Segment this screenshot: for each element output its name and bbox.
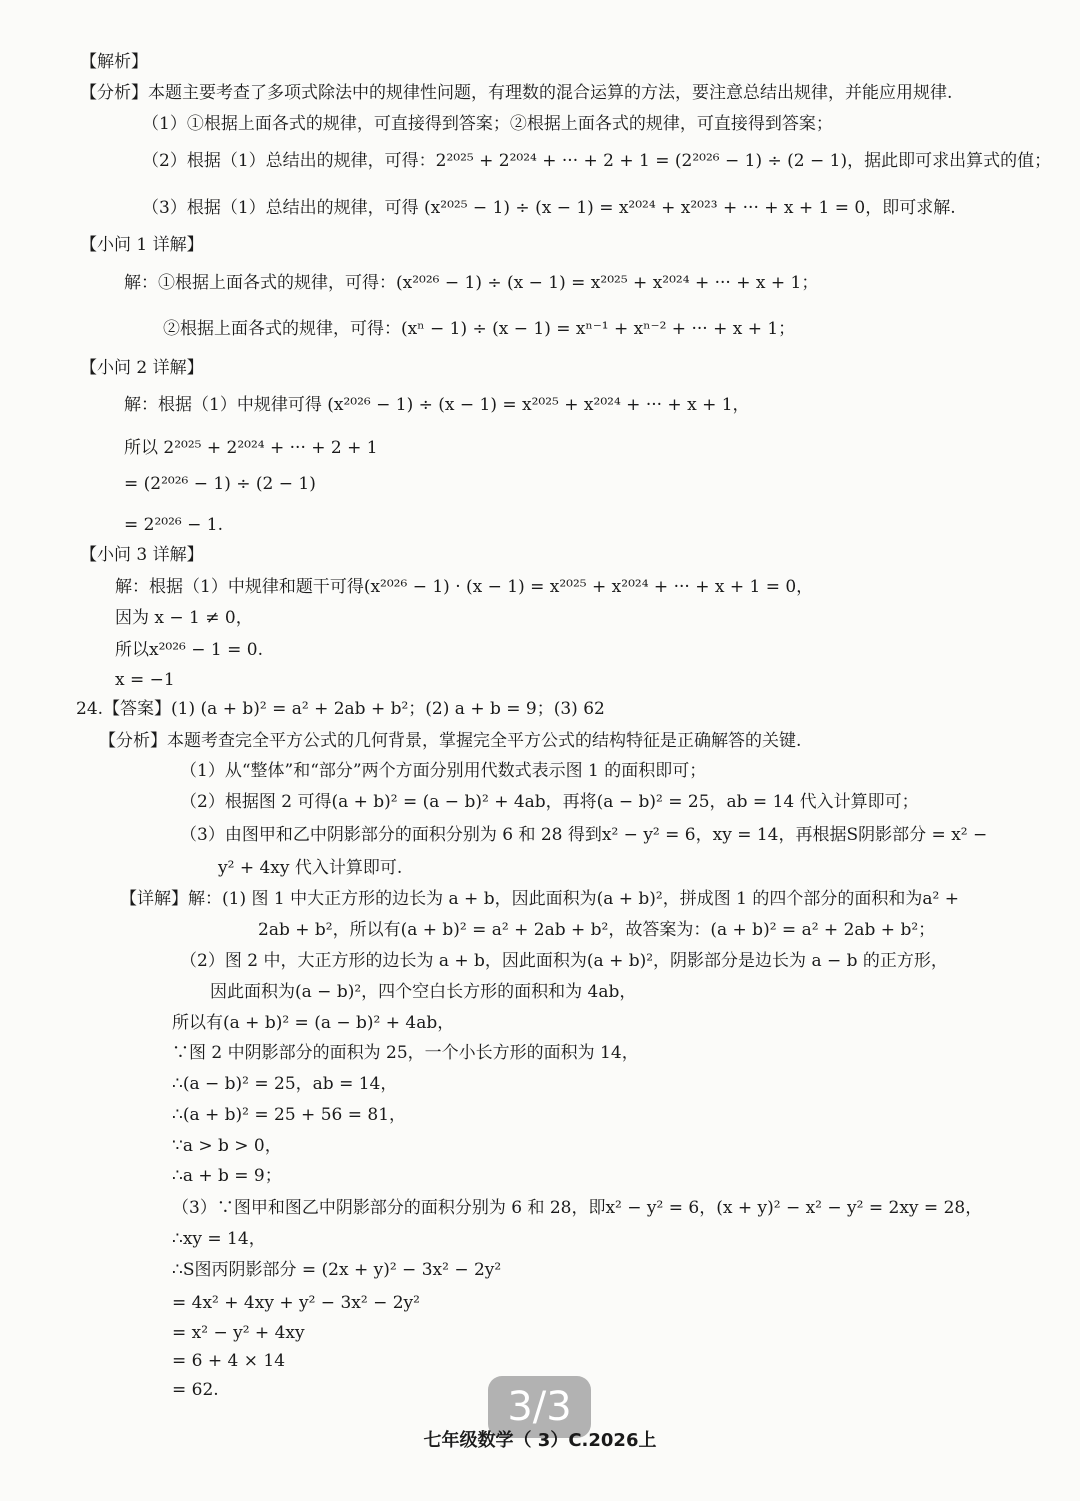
q24-analysis-step-3b: y² + 4xy 代入计算即可. [218,858,403,878]
subquestion-3-line-4: x = −1 [115,670,175,690]
q24-detail-3f: = 6 + 4 × 14 [172,1351,286,1371]
subquestion-2-line-3: = (2²⁰²⁶ − 1) ÷ (2 − 1) [124,474,316,494]
q24-analysis: 【分析】本题考查完全平方公式的几何背景，掌握完全平方公式的结构特征是正确解答的关键. [99,731,802,751]
analysis-step-2: （2）根据（1）总结出的规律，可得：2²⁰²⁵ + 2²⁰²⁴ + ··· + 2 + 1 = (2²⁰²⁶ − 1) ÷ (2 − 1)，据此即可求出算式的值； [142,151,1052,171]
q24-detail-2a: （2）图 2 中，大正方形的边长为 a + b，因此面积为(a + b)²，阴影部分是边长为 a − b 的正方形， [180,951,948,971]
q24-detail-3b: ∴xy = 14， [172,1229,266,1249]
q24-analysis-step-1: （1）从“整体”和“部分”两个方面分别用代数式表示图 1 的面积即可； [180,761,707,781]
subquestion-1-line-2: ②根据上面各式的规律，可得：(xⁿ − 1) ÷ (x − 1) = xⁿ⁻¹ + xⁿ⁻² + ··· + x + 1； [163,319,796,339]
q24-detail-2d: ∵图 2 中阴影部分的面积为 25，一个小长方形的面积为 14， [172,1043,639,1063]
q24-detail-3g: = 62. [172,1380,219,1400]
subquestion-2-line-2: 所以 2²⁰²⁵ + 2²⁰²⁴ + ··· + 2 + 1 [124,438,378,458]
q24-detail-2h: ∴a + b = 9； [172,1166,282,1186]
q24-detail-3e: = x² − y² + 4xy [172,1323,305,1343]
q24-analysis-step-3a: （3）由图甲和乙中阴影部分的面积分别为 6 和 28 得到x² − y² = 6，xy = 14，再根据S阴影部分 = x² − [180,825,988,845]
q24-detail-2c: 所以有(a + b)² = (a − b)² + 4ab， [172,1013,455,1033]
subquestion-2-line-4: = 2²⁰²⁶ − 1. [124,515,223,535]
q24-detail-3d: = 4x² + 4xy + y² − 3x² − 2y² [172,1293,420,1313]
q24-analysis-step-2: （2）根据图 2 可得(a + b)² = (a − b)² + 4ab，再将(a − b)² = 25，ab = 14 代入计算即可； [180,792,919,812]
q24-detail-3c: ∴S图丙阴影部分 = (2x + y)² − 3x² − 2y² [172,1260,502,1280]
section-heading-analysis: 【解析】 [80,52,148,72]
q24-detail-2g: ∵a > b > 0， [172,1136,282,1156]
subquestion-3-line-2: 因为 x − 1 ≠ 0， [115,608,253,628]
subquestion-3-line-3: 所以x²⁰²⁶ − 1 = 0. [115,640,263,660]
subquestion-2-heading: 【小问 2 详解】 [80,358,204,378]
page-footer: 七年级数学（ 3）C.2026上 [423,1430,657,1451]
q24-detail-1a: 【详解】解：(1) 图 1 中大正方形的边长为 a + b，因此面积为(a + b)²，拼成图 1 的四个部分的面积和为a² + [120,889,959,909]
q24-detail-2f: ∴(a + b)² = 25 + 56 = 81， [172,1105,407,1125]
q24-detail-1b: 2ab + b²，所以有(a + b)² = a² + 2ab + b²，故答案为：(a + b)² = a² + 2ab + b²； [258,920,936,940]
q24-detail-2e: ∴(a − b)² = 25，ab = 14， [172,1074,398,1094]
page-indicator-badge: 3/3 [488,1376,591,1438]
q24-detail-2b: 因此面积为(a − b)²，四个空白长方形的面积和为 4ab， [210,982,637,1002]
subquestion-2-line-1: 解：根据（1）中规律可得 (x²⁰²⁶ − 1) ÷ (x − 1) = x²⁰²⁵ + x²⁰²⁴ + ··· + x + 1， [124,395,750,415]
q24-answer: 24.【答案】(1) (a + b)² = a² + 2ab + b²；(2) a + b = 9；(3) 62 [76,699,605,719]
analysis-step-3: （3）根据（1）总结出的规律，可得 (x²⁰²⁵ − 1) ÷ (x − 1) = x²⁰²⁴ + x²⁰²³ + ··· + x + 1 = 0，即可求解. [142,198,956,218]
subquestion-1-line-1: 解：①根据上面各式的规律，可得：(x²⁰²⁶ − 1) ÷ (x − 1) = x²⁰²⁵ + x²⁰²⁴ + ··· + x + 1； [124,273,819,293]
subquestion-3-heading: 【小问 3 详解】 [80,545,204,565]
subquestion-1-heading: 【小问 1 详解】 [80,235,204,255]
analysis-step-1: （1）①根据上面各式的规律，可直接得到答案；②根据上面各式的规律，可直接得到答案； [142,114,833,134]
subquestion-3-line-1: 解：根据（1）中规律和题干可得(x²⁰²⁶ − 1) · (x − 1) = x²⁰²⁵ + x²⁰²⁴ + ··· + x + 1 = 0， [115,577,814,597]
q24-detail-3a: （3）∵图甲和图乙中阴影部分的面积分别为 6 和 28，即x² − y² = 6，(x + y)² − x² − y² = 2xy = 28， [172,1198,983,1218]
analysis-paragraph: 【分析】本题主要考查了多项式除法中的规律性问题，有理数的混合运算的方法，要注意总结出规律，并能应用规律. [80,83,953,103]
